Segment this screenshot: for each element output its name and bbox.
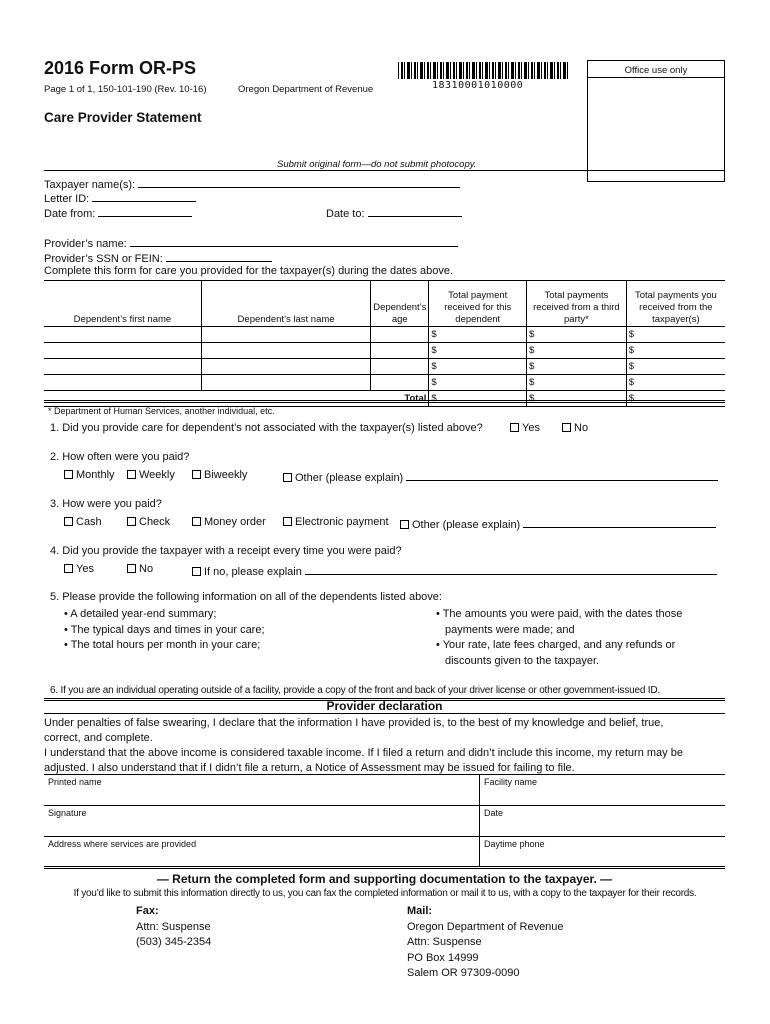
cash-checkbox[interactable] <box>64 517 73 526</box>
cell-last-name[interactable] <box>201 327 370 343</box>
date-from-label: Date from: <box>44 208 96 220</box>
fax-line: (503) 345-2354 <box>136 936 212 948</box>
cell-age[interactable] <box>371 359 429 375</box>
cell-third-party[interactable]: $ <box>527 359 627 375</box>
question-3: 3. How were you paid? <box>50 498 162 510</box>
q4-explain-field[interactable] <box>305 563 717 575</box>
table-total-row <box>44 391 725 407</box>
question-2: 2. How often were you paid? <box>50 451 190 463</box>
cell-first-name[interactable] <box>44 343 201 359</box>
q4-yes-label: Yes <box>76 563 94 575</box>
q4-yes-checkbox[interactable] <box>64 564 73 573</box>
total-from-taxpayer[interactable]: $ <box>626 391 725 407</box>
q3-other-label: Other (please explain) <box>412 519 521 531</box>
cell-total-payment[interactable]: $ <box>429 343 527 359</box>
printed-name-field[interactable] <box>44 788 474 802</box>
cell-from-taxpayer[interactable]: $ <box>626 359 725 375</box>
list-item: • The typical days and times in your care; <box>64 623 265 636</box>
form-heading: Care Provider Statement <box>44 110 202 125</box>
divider <box>44 866 725 869</box>
table-row <box>44 343 725 359</box>
cell-last-name[interactable] <box>201 343 370 359</box>
monthly-label: Monthly <box>76 469 115 481</box>
col-age: Dependent’s age <box>371 281 429 327</box>
cell-age[interactable] <box>371 375 429 391</box>
list-item: payments were made; and <box>445 623 575 636</box>
barcode <box>398 62 570 79</box>
cell-third-party[interactable]: $ <box>527 375 627 391</box>
taxpayer-names-label: Taxpayer name(s): <box>44 179 136 191</box>
provider-instruction: Complete this form for care you provided for the taxpayer(s) during the dates above. <box>44 265 454 277</box>
table-row <box>44 327 725 343</box>
provider-name-label: Provider’s name: <box>44 238 127 250</box>
vertical-divider <box>479 774 480 866</box>
facility-name-field[interactable] <box>484 788 724 802</box>
letter-id-label: Letter ID: <box>44 193 90 205</box>
cell-age[interactable] <box>371 327 429 343</box>
col-last-name: Dependent’s last name <box>201 281 370 327</box>
provider-name-field[interactable] <box>130 235 458 247</box>
date-label: Date <box>484 808 504 818</box>
q2-other-field[interactable] <box>406 469 718 481</box>
total-third-party[interactable]: $ <box>527 391 627 407</box>
divider <box>44 836 725 837</box>
q4-explain-checkbox[interactable] <box>192 567 201 576</box>
list-item: • The total hours per month in your care; <box>64 639 261 651</box>
phone-field[interactable] <box>484 850 724 864</box>
divider <box>44 400 725 403</box>
office-use-label: Office use only <box>588 61 724 78</box>
mail-line: PO Box 14999 <box>407 951 479 964</box>
submit-note: Submit original form—do not submit photocopy. <box>277 159 477 170</box>
cell-from-taxpayer[interactable]: $ <box>626 375 725 391</box>
question-1: 1. Did you provide care for dependent’s not associated with the taxpayer(s) listed above? <box>50 422 483 434</box>
question-4: 4. Did you provide the taxpayer with a receipt every time you were paid? <box>50 545 402 557</box>
cell-third-party[interactable]: $ <box>527 327 627 343</box>
table-header-row <box>44 281 725 327</box>
question-5: 5. Please provide the following information on all of the dependents listed above: <box>50 591 442 603</box>
date-from-field[interactable] <box>98 205 192 217</box>
page-info: Page 1 of 1, 150-101-190 (Rev. 10-16) <box>44 84 207 95</box>
mail-line: Salem OR 97309-0090 <box>407 967 520 979</box>
list-item: • The amounts you were paid, with the dates those <box>436 608 683 620</box>
money-order-label: Money order <box>204 516 266 528</box>
q1-yes-label: Yes <box>522 422 540 434</box>
cell-first-name[interactable] <box>44 327 201 343</box>
cell-total-payment[interactable]: $ <box>429 327 527 343</box>
divider <box>44 170 725 171</box>
declaration-title: Provider declaration <box>326 699 443 713</box>
cell-third-party[interactable]: $ <box>527 343 627 359</box>
declaration-line: Under penalties of false swearing, I declare that the information I have provided is, to the best of my knowledge and belief, true, <box>44 717 664 729</box>
biweekly-checkbox[interactable] <box>192 470 201 479</box>
form-title: 2016 Form OR-PS <box>44 58 197 78</box>
money-order-checkbox[interactable] <box>192 517 201 526</box>
q5-right-list <box>436 607 682 669</box>
q2-other-label: Other (please explain) <box>295 472 404 484</box>
address-label: Address where services are provided <box>48 839 197 849</box>
cell-total-payment[interactable]: $ <box>429 359 527 375</box>
list-item: • A detailed year-end summary; <box>64 608 217 620</box>
check-label: Check <box>139 516 171 528</box>
electronic-payment-checkbox[interactable] <box>283 517 292 526</box>
printed-name-label: Printed name <box>48 777 102 787</box>
fax-label: Fax: <box>136 905 159 917</box>
cell-from-taxpayer[interactable]: $ <box>626 327 725 343</box>
submit-info: If you’d like to submit this information directly to us, you can fax the completed information or mail it to us, with a copy to the taxpayer for their records. <box>73 888 697 899</box>
provider-ssn-label: Provider’s SSN or FEIN: <box>44 253 163 265</box>
date-field[interactable] <box>484 819 724 833</box>
cell-total-payment[interactable]: $ <box>429 375 527 391</box>
cell-last-name[interactable] <box>201 359 370 375</box>
office-use-box <box>587 60 725 182</box>
q4-explain-label: If no, please explain <box>204 566 302 578</box>
col-from-taxpayer: Total payments you received from the taxpayer(s) <box>626 281 725 327</box>
electronic-payment-label: Electronic payment <box>295 516 389 528</box>
weekly-checkbox[interactable] <box>127 470 136 479</box>
cell-age[interactable] <box>371 343 429 359</box>
weekly-label: Weekly <box>139 469 175 481</box>
declaration-line: adjusted. I also understand that if I didn’t file a return, a Notice of Assessment may be issued for failing to file. <box>44 762 575 774</box>
declaration-line: correct, and complete. <box>44 732 153 744</box>
cell-from-taxpayer[interactable]: $ <box>626 343 725 359</box>
barcode-number: 18310001010000 <box>432 80 524 91</box>
declaration-line: I understand that the above income is considered taxable income. If I filed a return and didn’t include this income, my return may be <box>44 747 683 759</box>
provider-ssn-field[interactable] <box>166 250 272 262</box>
dependents-table <box>44 280 725 407</box>
cell-first-name[interactable] <box>44 375 201 391</box>
return-note: — Return the completed form and supporting documentation to the taxpayer. — <box>156 872 613 886</box>
q1-no-label: No <box>574 422 589 434</box>
col-first-name: Dependent’s first name <box>44 281 201 327</box>
divider <box>44 805 725 806</box>
fax-line: Attn: Suspense <box>136 920 211 933</box>
total-label: Total <box>44 391 429 407</box>
table-row <box>44 375 725 391</box>
table-row <box>44 359 725 375</box>
list-item: discounts given to the taxpayer. <box>445 654 600 667</box>
q4-no-label: No <box>139 563 154 575</box>
divider <box>44 774 725 775</box>
cell-first-name[interactable] <box>44 359 201 375</box>
phone-label: Daytime phone <box>484 839 545 849</box>
mail-line: Oregon Department of Revenue <box>407 920 564 933</box>
fax-block <box>136 904 211 951</box>
cash-label: Cash <box>76 516 102 528</box>
col-third-party: Total payments received from a third party* <box>527 281 627 327</box>
q3-other-checkbox[interactable] <box>400 520 409 529</box>
date-to-field[interactable] <box>368 205 462 217</box>
biweekly-label: Biweekly <box>204 469 248 481</box>
declaration-text <box>44 716 734 776</box>
table-footnote: * Department of Human Services, another individual, etc. <box>48 406 275 416</box>
address-field[interactable] <box>44 850 474 864</box>
q2-other-checkbox[interactable] <box>283 473 292 482</box>
divider <box>44 713 725 714</box>
mail-label: Mail: <box>407 905 433 917</box>
total-payment[interactable]: $ <box>429 391 527 407</box>
col-total-payment: Total payment received for this dependent <box>429 281 527 327</box>
question-6: 6. If you are an individual operating outside of a facility, provide a copy of the front and back of your driver license or other government-issued ID. <box>50 685 660 696</box>
q1-yes-checkbox[interactable] <box>510 423 519 432</box>
q3-other-field[interactable] <box>523 516 716 528</box>
list-item: • Your rate, late fees charged, and any refunds or <box>436 639 676 651</box>
signature-label: Signature <box>48 808 87 818</box>
check-checkbox[interactable] <box>127 517 136 526</box>
q5-left-list <box>64 607 265 654</box>
q1-no-checkbox[interactable] <box>562 423 571 432</box>
taxpayer-names-field[interactable] <box>138 176 460 188</box>
cell-last-name[interactable] <box>201 375 370 391</box>
signature-field[interactable] <box>44 819 474 833</box>
mail-line: Attn: Suspense <box>407 936 482 948</box>
mail-block <box>407 904 564 982</box>
q4-no-checkbox[interactable] <box>127 564 136 573</box>
agency-name: Oregon Department of Revenue <box>238 84 374 95</box>
letter-id-field[interactable] <box>92 190 196 202</box>
facility-name-label: Facility name <box>484 777 538 787</box>
monthly-checkbox[interactable] <box>64 470 73 479</box>
date-to-label: Date to: <box>326 208 365 220</box>
